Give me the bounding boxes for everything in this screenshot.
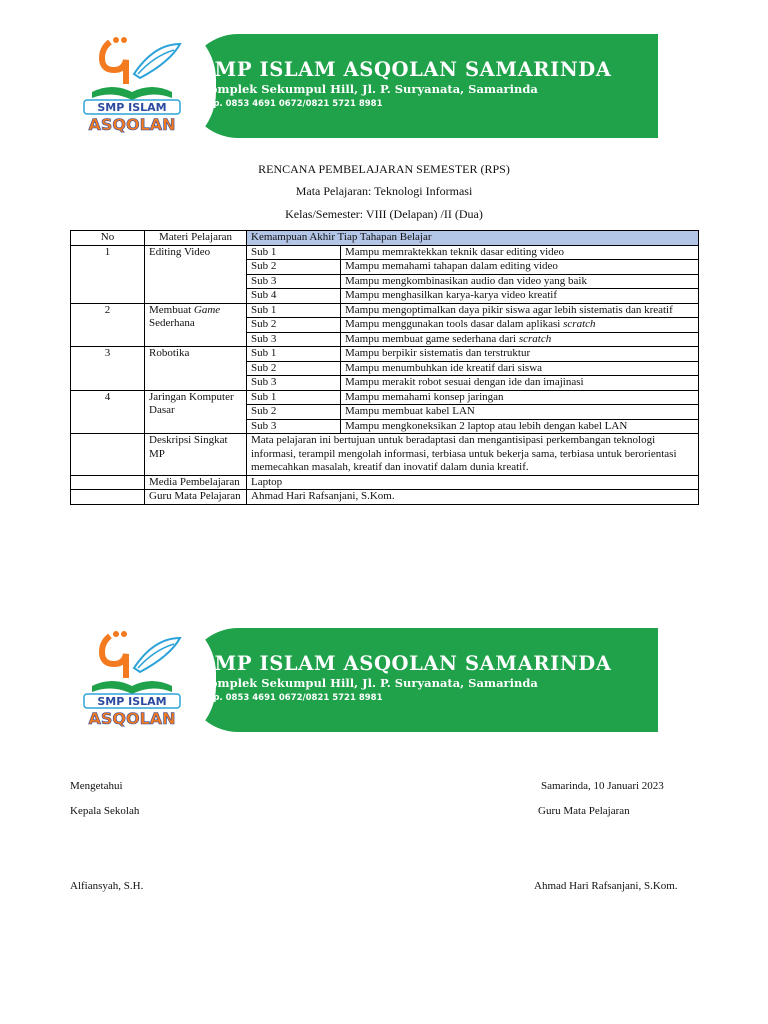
sub-label: Sub 3 xyxy=(247,274,341,289)
sub-label: Sub 1 xyxy=(247,303,341,318)
table-row xyxy=(71,347,699,362)
rps-table xyxy=(70,230,699,505)
school-logo xyxy=(78,34,186,138)
sub-label: Sub 2 xyxy=(247,361,341,376)
header-banner xyxy=(78,34,658,138)
sub-text: Mampu merakit robot sesuai dengan ide dan imajinasi xyxy=(341,376,699,391)
header-no: No xyxy=(71,231,145,246)
svg-text:SMP ISLAM: SMP ISLAM xyxy=(97,101,167,114)
row-no: 2 xyxy=(71,303,145,347)
table-row xyxy=(71,303,699,318)
document-title: RENCANA PEMBELAJARAN SEMESTER (RPS) xyxy=(258,162,510,176)
school-address: Komplek Sekumpul Hill, Jl. P. Suryanata, Samarinda xyxy=(200,676,538,690)
media-value: Laptop xyxy=(247,475,699,490)
sub-label: Sub 1 xyxy=(247,347,341,362)
table-row-guru xyxy=(71,490,699,505)
sub-text: Mampu memahami tahapan dalam editing video xyxy=(341,260,699,275)
guru-label: Guru Mata Pelajaran xyxy=(145,490,247,505)
sub-label: Sub 1 xyxy=(247,390,341,405)
sub-text: Mampu menghasilkan karya-karya video kreatif xyxy=(341,289,699,304)
table-row xyxy=(71,245,699,260)
subject-line: Mata Pelajaran: Teknologi Informasi xyxy=(295,184,473,198)
row-materi: Editing Video xyxy=(145,245,247,303)
sub-text: Mampu memraktekkan teknik dasar editing video xyxy=(341,245,699,260)
school-telephone: Telp. 0853 4691 0672/0821 5721 8981 xyxy=(200,99,383,109)
deskripsi-label: Deskripsi Singkat MP xyxy=(145,434,247,476)
sig-right-line1: Samarinda, 10 Januari 2023 xyxy=(541,780,664,792)
table-row-deskripsi xyxy=(71,434,699,476)
sub-text: Mampu mengkoneksikan 2 laptop atau lebih dengan kabel LAN xyxy=(341,419,699,434)
header-kemampuan: Kemampuan Akhir Tiap Tahapan Belajar xyxy=(247,231,699,246)
sub-label: Sub 2 xyxy=(247,405,341,420)
sub-text: Mampu membuat game sederhana dari scratch xyxy=(341,332,699,347)
sub-label: Sub 2 xyxy=(247,318,341,333)
svg-text:SMP ISLAM: SMP ISLAM xyxy=(97,695,167,708)
row-materi: Membuat Game Sederhana xyxy=(145,303,247,347)
sub-text: Mampu mengoptimalkan daya pikir siswa agar lebih sistematis dan kreatif xyxy=(341,303,699,318)
row-materi: Jaringan Komputer Dasar xyxy=(145,390,247,434)
row-no: 4 xyxy=(71,390,145,434)
sub-label: Sub 1 xyxy=(247,245,341,260)
guru-value: Ahmad Hari Rafsanjani, S.Kom. xyxy=(247,490,699,505)
svg-text:ASQOLAN: ASQOLAN xyxy=(88,709,176,728)
sub-text: Mampu menggunakan tools dasar dalam aplikasi scratch xyxy=(341,318,699,333)
school-logo xyxy=(78,628,186,732)
header-banner-2 xyxy=(78,628,658,732)
sub-label: Sub 4 xyxy=(247,289,341,304)
school-telephone: Telp. 0853 4691 0672/0821 5721 8981 xyxy=(200,693,383,703)
sub-label: Sub 3 xyxy=(247,419,341,434)
media-label: Media Pembelajaran xyxy=(145,475,247,490)
sig-right-name: Ahmad Hari Rafsanjani, S.Kom. xyxy=(534,880,678,892)
sig-left-line1: Mengetahui xyxy=(70,780,123,792)
header-materi: Materi Pelajaran xyxy=(145,231,247,246)
deskripsi-text: Mata pelajaran ini bertujuan untuk beradaptasi dan mengantisipasi perkembangan teknologi informasi, terampil mengolah informasi, terbiasa untuk bekerja sama, terbiasa untuk berorientasi memecahkan masalah, kreatif dan inovatif dalam dunia kreatif. xyxy=(247,434,699,476)
school-address: Komplek Sekumpul Hill, Jl. P. Suryanata, Samarinda xyxy=(200,82,538,96)
row-no: 1 xyxy=(71,245,145,303)
row-materi: Robotika xyxy=(145,347,247,391)
sub-label: Sub 3 xyxy=(247,376,341,391)
sig-right-line2: Guru Mata Pelajaran xyxy=(538,805,630,817)
sig-left-line2: Kepala Sekolah xyxy=(70,805,140,817)
school-name: SMP ISLAM ASQOLAN SAMARINDA xyxy=(200,58,612,81)
sub-label: Sub 2 xyxy=(247,260,341,275)
sub-text: Mampu memahami konsep jaringan xyxy=(341,390,699,405)
row-no: 3 xyxy=(71,347,145,391)
table-row-media xyxy=(71,475,699,490)
svg-text:ASQOLAN: ASQOLAN xyxy=(88,115,176,134)
table-header-row xyxy=(71,231,699,246)
sub-text: Mampu membuat kabel LAN xyxy=(341,405,699,420)
table-row xyxy=(71,390,699,405)
sub-label: Sub 3 xyxy=(247,332,341,347)
school-name: SMP ISLAM ASQOLAN SAMARINDA xyxy=(200,652,612,675)
sub-text: Mampu menumbuhkan ide kreatif dari siswa xyxy=(341,361,699,376)
sub-text: Mampu mengkombinasikan audio dan video yang baik xyxy=(341,274,699,289)
sig-left-name: Alfiansyah, S.H. xyxy=(70,880,144,892)
sub-text: Mampu berpikir sistematis dan terstruktur xyxy=(341,347,699,362)
class-semester-line: Kelas/Semester: VIII (Delapan) /II (Dua) xyxy=(285,207,483,221)
